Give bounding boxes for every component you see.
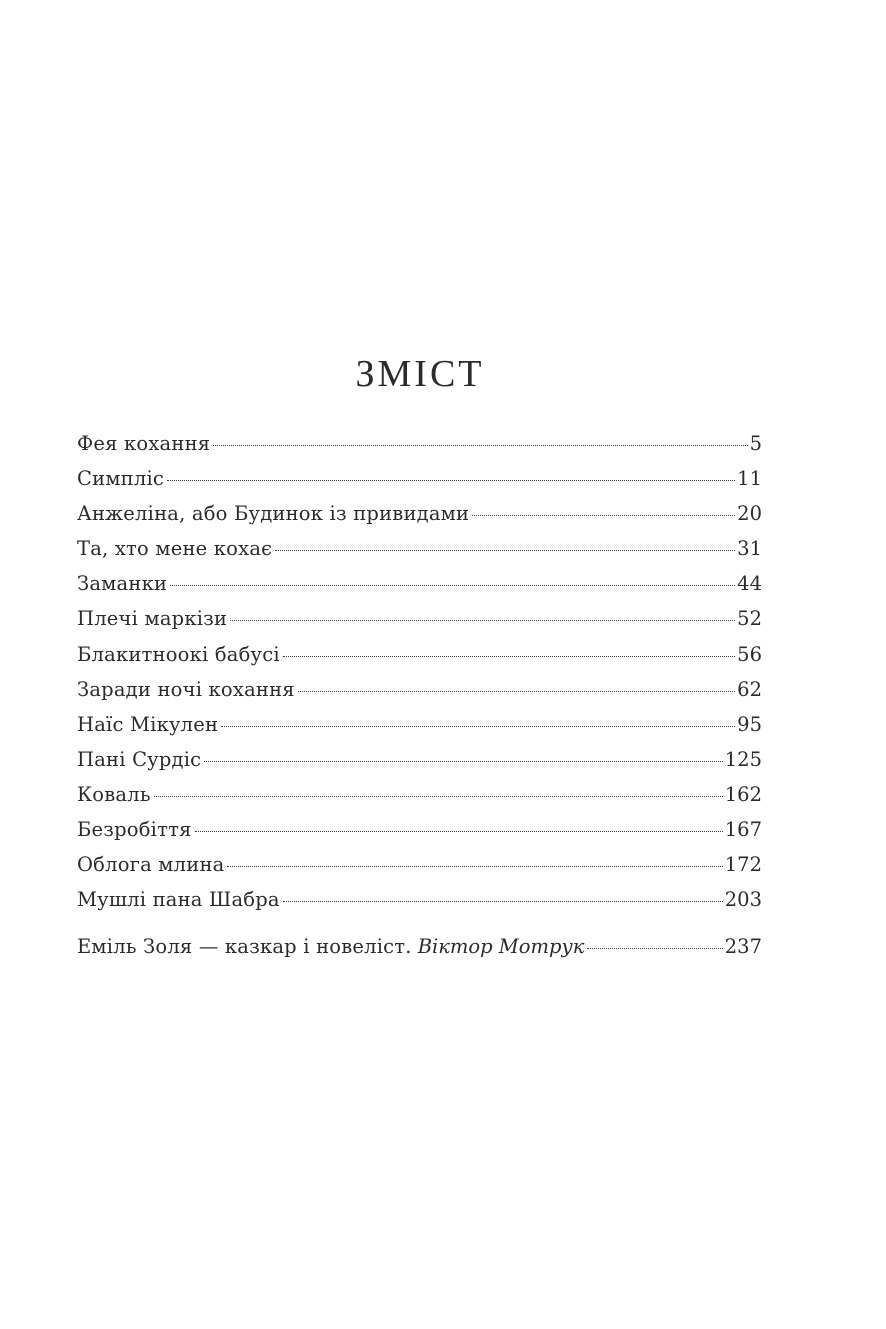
toc-entry[interactable] [77, 672, 762, 707]
dot-leader [221, 726, 735, 727]
toc-entry[interactable] [77, 742, 762, 777]
dot-leader [283, 656, 735, 657]
table-of-contents [77, 426, 762, 964]
entry-title: Блакитноокі бабусі [77, 642, 280, 666]
toc-entry[interactable] [77, 812, 762, 847]
entry-title: Заради ночі кохання [77, 677, 295, 701]
entry-title: Наїс Мікулен [77, 712, 219, 736]
entry-author: Віктор Мотрук [417, 935, 585, 959]
dot-leader [230, 620, 735, 621]
entry-title: Фея кохання [77, 432, 211, 455]
entry-page-number: 162 [724, 782, 762, 806]
entry-page-number: 5 [749, 432, 762, 455]
dot-leader [227, 866, 722, 867]
dot-leader [213, 445, 747, 446]
dot-leader [167, 480, 735, 481]
toc-entry[interactable] [77, 847, 762, 882]
entry-title: Пані Сурдіс [77, 747, 202, 771]
entry-page-number: 52 [737, 607, 762, 631]
dot-leader [283, 901, 723, 902]
entry-title: Еміль Золя — казкар і новеліст. [77, 935, 412, 959]
entry-page-number: 11 [737, 467, 762, 491]
dot-leader [298, 691, 735, 692]
entry-title: Мушлі пана Шабра [77, 888, 280, 912]
entry-title: Симпліс [77, 467, 165, 491]
entry-title: Безробіття [77, 818, 192, 842]
entry-page-number: 125 [724, 747, 762, 771]
dot-leader [275, 550, 735, 551]
toc-entry[interactable] [77, 777, 762, 812]
toc-entry-afterword[interactable] [77, 929, 762, 964]
toc-entry[interactable] [77, 601, 762, 636]
dot-leader [204, 761, 722, 762]
toc-entry[interactable] [77, 882, 762, 917]
toc-entry[interactable] [77, 707, 762, 742]
entry-page-number: 172 [724, 853, 762, 877]
entry-page-number: 237 [724, 935, 762, 959]
entry-title: Облога млина [77, 853, 225, 877]
entry-page-number: 31 [737, 537, 762, 561]
toc-entry[interactable] [77, 496, 762, 531]
toc-entry[interactable] [77, 461, 762, 496]
toc-entry[interactable] [77, 426, 762, 461]
toc-entry[interactable] [77, 637, 762, 672]
dot-leader [154, 796, 723, 797]
dot-leader [170, 585, 735, 586]
dot-leader [472, 515, 735, 516]
entry-title: Коваль [77, 782, 151, 806]
entry-page-number: 20 [737, 502, 762, 526]
entry-title: Плечі маркізи [77, 607, 228, 631]
entry-page-number: 203 [724, 888, 762, 912]
entry-title: Та, хто мене кохає [77, 537, 273, 561]
entry-page-number: 56 [737, 642, 762, 666]
toc-entry[interactable] [77, 566, 762, 601]
entry-page-number: 95 [737, 712, 762, 736]
entry-page-number: 62 [737, 677, 762, 701]
toc-entry[interactable] [77, 531, 762, 566]
entry-title: Анжеліна, або Будинок із привидами [77, 502, 470, 526]
entry-title: Заманки [77, 572, 168, 596]
dot-leader [195, 831, 723, 832]
entry-page-number: 44 [737, 572, 762, 596]
dot-leader [587, 948, 722, 949]
entry-page-number: 167 [724, 818, 762, 842]
page-title: ЗМІСТ [355, 353, 485, 395]
